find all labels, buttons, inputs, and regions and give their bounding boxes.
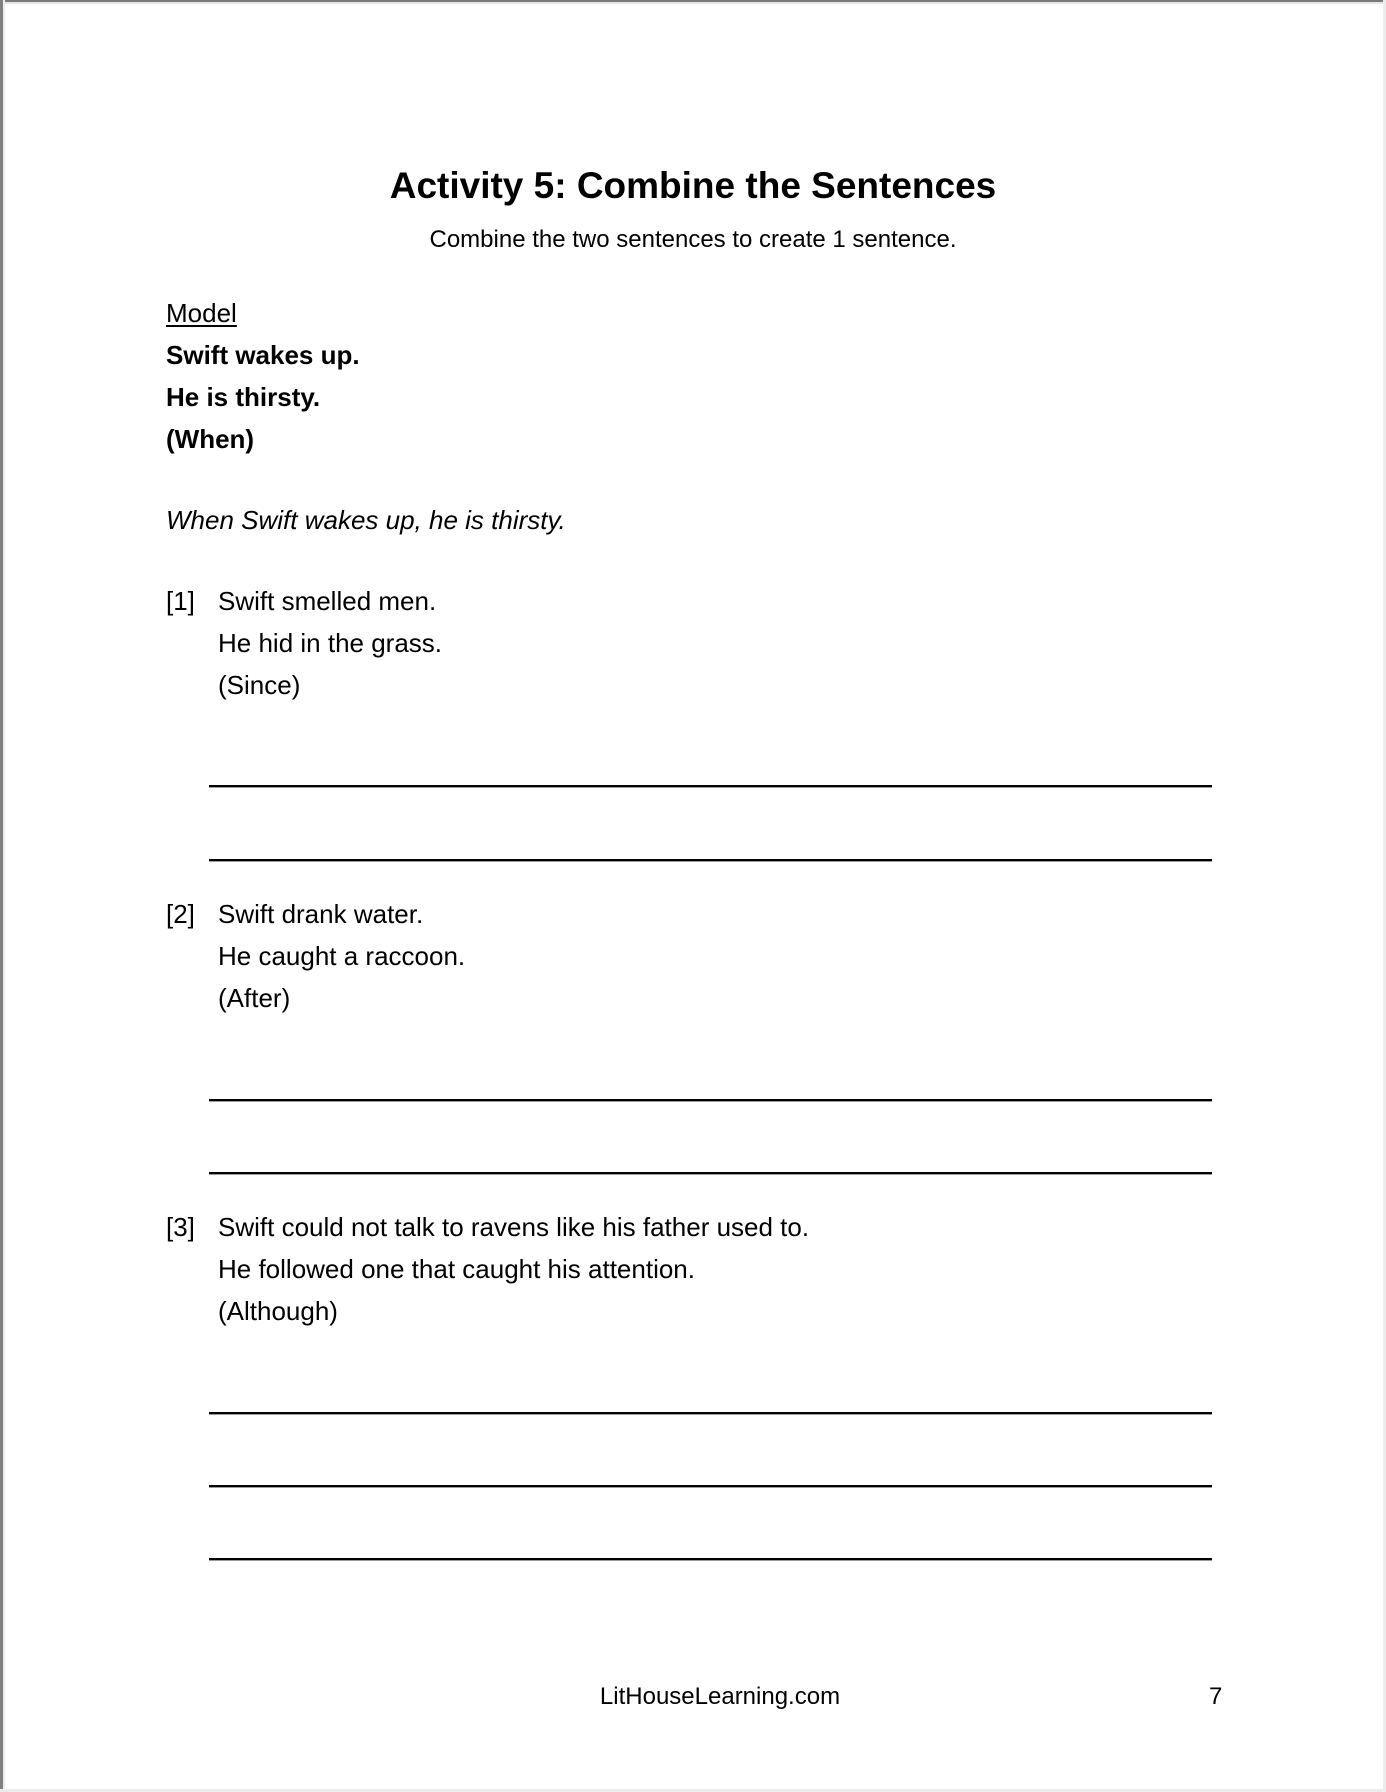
item-conjunction: (Although) — [218, 1296, 338, 1326]
item-sentence-2: He caught a raccoon. — [218, 941, 466, 971]
answer-line-1b[interactable] — [209, 859, 1212, 862]
item-sentence-1: Swift could not talk to ravens like his father used to. — [218, 1212, 810, 1242]
item-conjunction: (After) — [218, 983, 291, 1013]
answer-line-3a[interactable] — [209, 1412, 1212, 1415]
item-number: [2] — [166, 899, 195, 929]
model-section — [166, 292, 360, 460]
model-label: Model — [166, 298, 237, 328]
model-sentence-1: Swift wakes up. — [166, 340, 360, 370]
answer-line-2b[interactable] — [209, 1172, 1212, 1175]
answer-line-2a[interactable] — [209, 1099, 1212, 1102]
item-conjunction: (Since) — [218, 670, 301, 700]
answer-line-3c[interactable] — [209, 1558, 1212, 1561]
item-sentence-2: He hid in the grass. — [218, 628, 443, 658]
item-number: [1] — [166, 586, 195, 616]
page-frame-top-inner — [0, 2, 1386, 4]
footer-site: LitHouseLearning.com — [599, 1683, 841, 1710]
item-number: [3] — [166, 1212, 195, 1242]
page-title-text: Activity 5: Combine the Sentences — [389, 165, 997, 206]
answer-line-1a[interactable] — [209, 785, 1212, 788]
item-sentence-1: Swift smelled men. — [218, 586, 437, 616]
item-sentence-1: Swift drank water. — [218, 899, 424, 929]
answer-line-3b[interactable] — [209, 1485, 1212, 1488]
model-conjunction: (When) — [166, 424, 255, 454]
item-sentence-2: He followed one that caught his attention. — [218, 1254, 695, 1284]
instructions: Combine the two sentences to create 1 sentence. — [429, 226, 957, 253]
page-frame-left-inner — [3, 0, 5, 1792]
page-number: 7 — [1209, 1683, 1223, 1710]
model-sentence-2: He is thirsty. — [166, 382, 321, 412]
page-title — [0, 164, 1386, 208]
model-answer: When Swift wakes up, he is thirsty. — [166, 505, 566, 535]
